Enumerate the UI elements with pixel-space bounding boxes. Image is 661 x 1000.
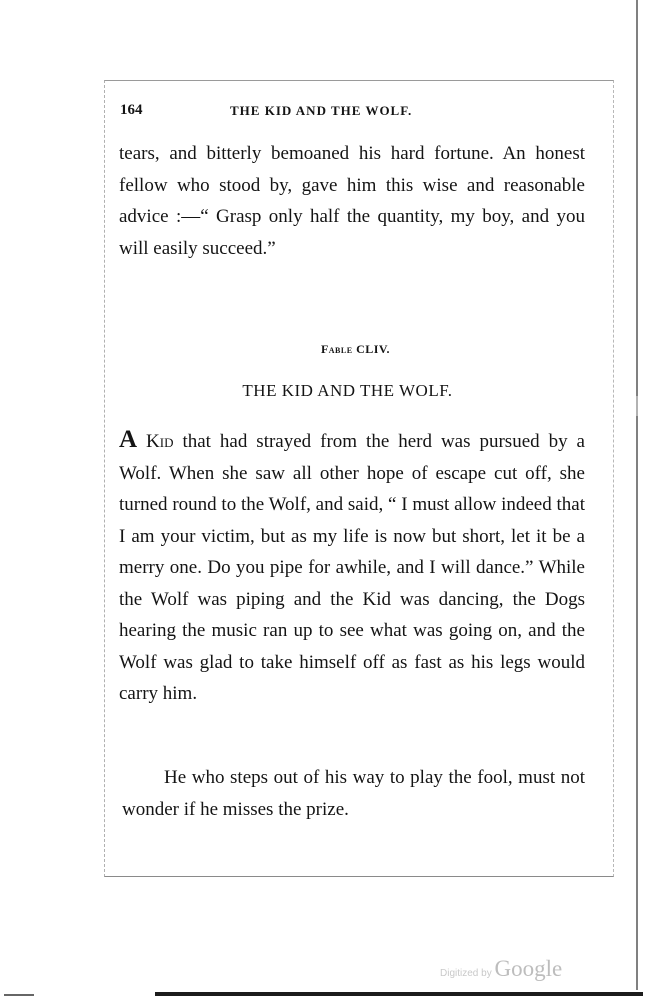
bottom-rule — [155, 992, 643, 996]
digitized-watermark — [440, 956, 562, 986]
google-logo: Google — [494, 956, 563, 981]
fable-body — [119, 424, 585, 710]
fable-title: THE KID AND THE WOLF. — [242, 381, 453, 400]
running-title: THE KID AND THE WOLF. — [230, 103, 413, 118]
continued-paragraph: tears, and bitterly bemoaned his hard fortune. An honest fellow who stood by, gave him this wise and reasonable advice :—“ Grasp only half the quantity, my boy, and you will easily succeed.” — [119, 143, 585, 259]
running-head — [120, 102, 598, 124]
fable-body-text: that had strayed from the herd was pursued by a Wolf. When she saw all other hope of escape cut off, she turned round to the Wolf, and said, “ I must allow indeed that I am your victim, but as my life is now but short, let it be a merry one. Do you pipe for awhile, and I will dance.” While the Wolf was piping and the Kid was dancing, the Dogs hearing the music ran up to see what was going on, and the Wolf was glad to take himself off as fast as his legs would carry him. — [119, 431, 585, 704]
opening-letter: A — [119, 426, 138, 453]
fable-moral: He who steps out of his way to play the fool, must not wonder if he misses the prize. — [122, 767, 585, 820]
fable-number-text: Fable CLIV. — [320, 342, 391, 356]
opening-word: Kid — [146, 431, 174, 452]
page-number: 164 — [120, 102, 143, 118]
watermark-prefix: Digitized by — [440, 968, 495, 979]
page-edge-line — [636, 0, 638, 990]
bottom-left-mark — [4, 994, 34, 996]
fable-number — [0, 342, 661, 357]
